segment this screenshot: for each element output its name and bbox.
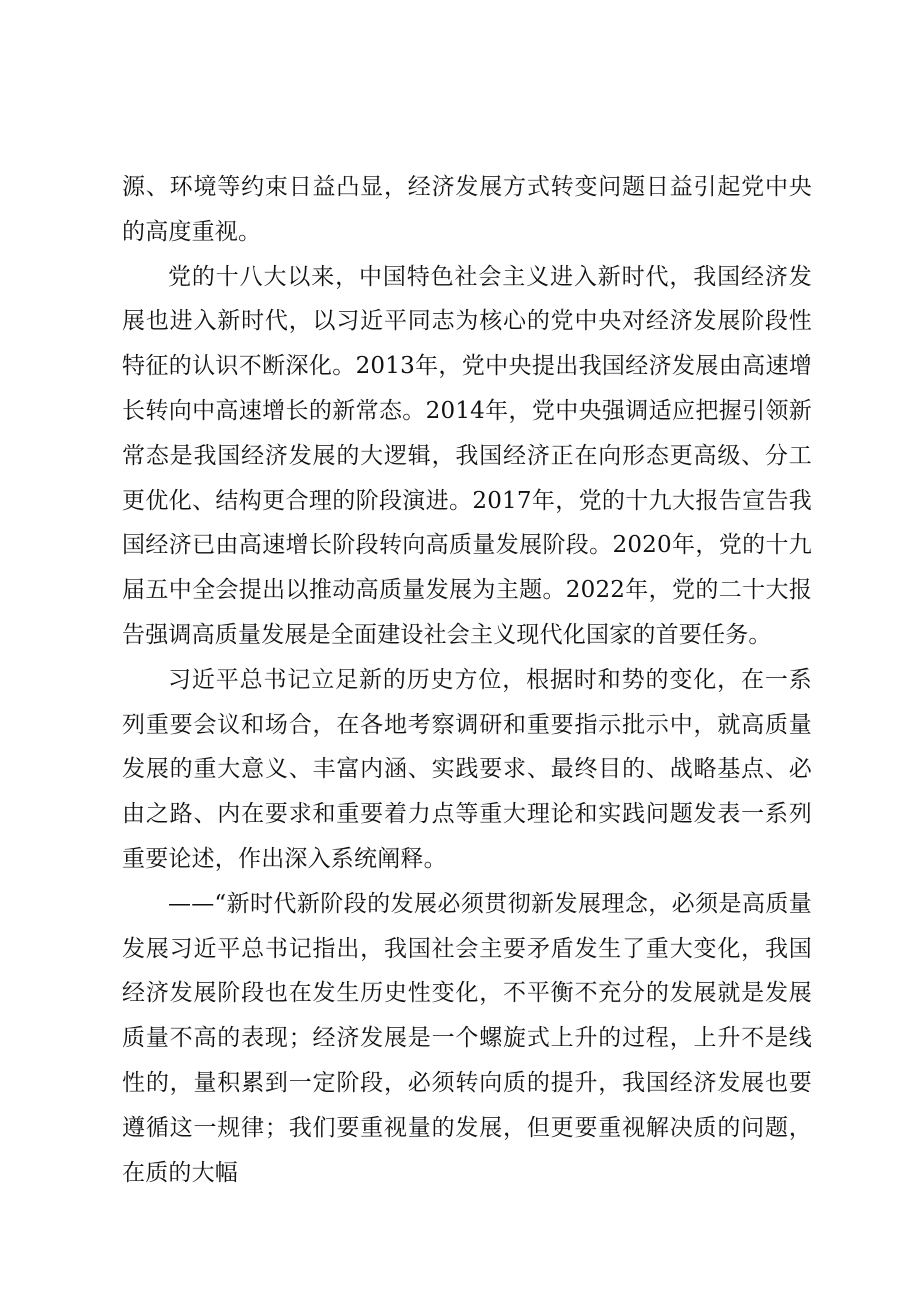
document-body <box>122 165 812 1195</box>
paragraph-4: ——“新时代新阶段的发展必须贯彻新发展理念，必须是高质量发展习近平总书记指出，我国社会主要矛盾发生了重大变化，我国经济发展阶段也在发生历史性变化，不平衡不充分的发展就是发展质量不高的表现；经济发展是一个螺旋式上升的过程，上升不是线性的，量积累到一定阶段，必须转向质的提升，我国经济发展也要遵循这一规律；我们要重视量的发展，但更要重视解决质的问题，在质的大幅 <box>122 890 812 1186</box>
paragraph-1: 源、环境等约束日益凸显，经济发展方式转变问题日益引起党中央的高度重视。 <box>122 174 812 245</box>
paragraph-2: 党的十八大以来，中国特色社会主义进入新时代，我国经济发展也进入新时代，以习近平同志为核心的党中央对经济发展阶段性特征的认识不断深化。2013年，党中央提出我国经济发展由高速增长转向中高速增长的新常态。2014年，党中央强调适应把握引领新常态是我国经济发展的大逻辑，我国经济正在向形态更高级、分工更优化、结构更合理的阶段演进。2017年，党的十九大报告宣告我国经济已由高速增长阶段转向高质量发展阶段。2020年，党的十九届五中全会提出以推动高质量发展为主题。2022年，党的二十大报告强调高质量发展是全面建设社会主义现代化国家的首要任务。 <box>122 263 812 648</box>
paragraph-3: 习近平总书记立足新的历史方位，根据时和势的变化，在一系列重要会议和场合，在各地考察调研和重要指示批示中，就高质量发展的重大意义、丰富内涵、实践要求、最终目的、战略基点、必由之路、内在要求和重要着力点等重大理论和实践问题发表一系列重要论述，作出深入系统阐释。 <box>122 666 812 872</box>
